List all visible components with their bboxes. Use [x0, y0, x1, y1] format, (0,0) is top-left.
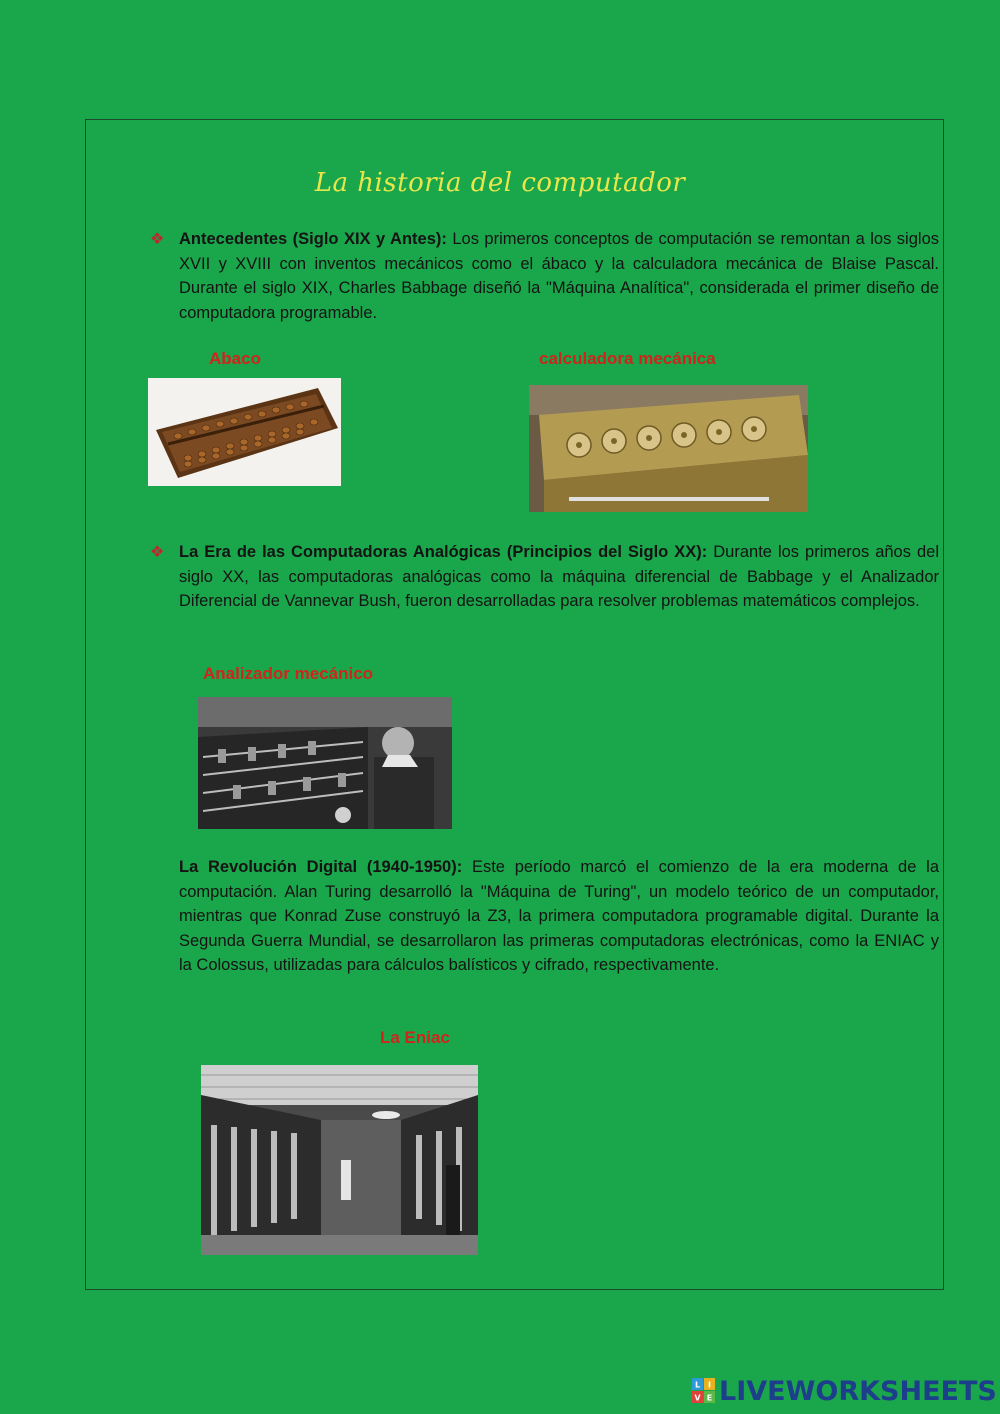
section-heading: Antecedentes (Siglo XIX y Antes):: [179, 230, 447, 248]
mechanical-calculator-image: [529, 385, 808, 512]
section-heading: La Revolución Digital (1940-1950):: [179, 858, 463, 876]
page-title: La historia del computador: [314, 168, 686, 198]
caption-analizador: Analizador mecánico: [203, 664, 374, 683]
caption-eniac: La Eniac: [380, 1028, 450, 1047]
caption-calculadora: calculadora mecánica: [539, 349, 716, 368]
caption-abaco: Abaco: [209, 349, 261, 368]
diamond-bullet-icon: ❖: [150, 231, 165, 248]
differential-analyzer-image: [198, 697, 452, 829]
logo-letter: E: [706, 1393, 713, 1403]
logo-letter: V: [694, 1393, 701, 1403]
liveworksheets-logo-icon: [692, 1378, 716, 1404]
section-text: Este período marcó el comienzo de la era moderna de la computación. Alan Turing desarrolló la "Máquina de Turing", un modelo teórico de un computador, mientras que Konrad Zuse construyó la Z3, la primera computadora programable digital. Durante la Segunda Guerra Mundial, se desarrollaron las primeras computadoras electrónicas, como la ENIAC y la Colossus, utilizadas para cálculos balísticos y cifrado, respectivamente.: [179, 858, 939, 975]
section-antecedentes: [179, 227, 939, 325]
section-text: Durante los primeros años del siglo XX, las computadoras analógicas como la máquina diferencial de Babbage y el Analizador Diferencial de Vannevar Bush, fueron desarrolladas para resolver problemas matemáticos complejos.: [179, 543, 939, 611]
diamond-bullet-icon: ❖: [150, 544, 165, 561]
eniac-image: [201, 1065, 478, 1255]
logo-letter: L: [694, 1380, 701, 1390]
brand-name: LIVEWORKSHEETS: [719, 1375, 997, 1407]
section-heading: La Era de las Computadoras Analógicas (Principios del Siglo XX):: [179, 543, 708, 561]
section-text: Los primeros conceptos de computación se remontan a los siglos XVII y XVIII con inventos mecánicos como el ábaco y la calculadora mecánica de Blaise Pascal. Durante el siglo XIX, Charles Babbage diseñó la "Máquina Analítica", considerada el primer diseño de computadora programable.: [179, 230, 939, 322]
logo-letter: I: [708, 1380, 711, 1390]
liveworksheets-watermark: [692, 1376, 997, 1406]
section-revolucion-digital: [179, 855, 939, 978]
abacus-image: [148, 378, 341, 486]
section-era-analogica: [179, 540, 939, 614]
